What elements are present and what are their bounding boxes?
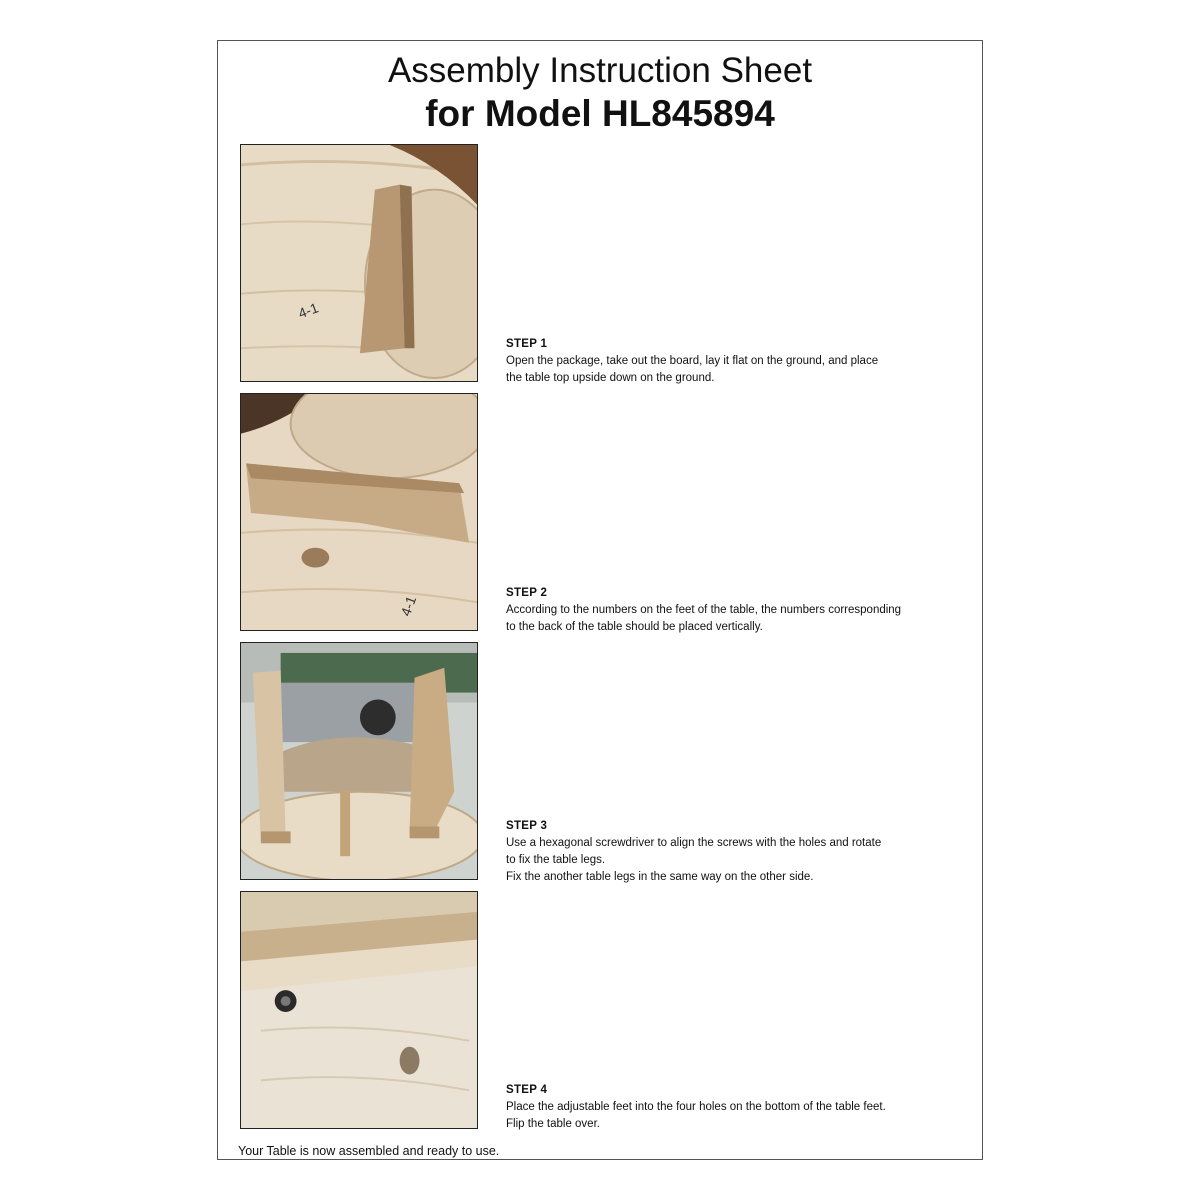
footer-note: Your Table is now assembled and ready to use. (238, 1144, 500, 1158)
step-3-line: Use a hexagonal screwdriver to align the screws with the holes and rotate (506, 837, 882, 849)
step-3-heading: STEP 3 (506, 820, 548, 832)
step-3-line: to fix the table legs. (506, 854, 606, 866)
step-4-line: Flip the table over. (506, 1118, 600, 1130)
step-3-line: Fix the another table legs in the same way on the other side. (506, 871, 814, 883)
step-1-photo-label: 4-1 (296, 299, 321, 322)
step-3-photo (240, 642, 478, 880)
step-2-line: According to the numbers on the feet of the table, the numbers corresponding (506, 604, 902, 616)
step-4-line: Place the adjustable feet into the four holes on the bottom of the table feet. (506, 1101, 886, 1113)
step-2-text (506, 585, 976, 636)
step-4-heading: STEP 4 (506, 1084, 548, 1096)
step-2-heading: STEP 2 (506, 587, 548, 599)
step-2-line: to the back of the table should be placed vertically. (506, 621, 763, 633)
step-2-photo-label: 4-1 (397, 593, 420, 619)
step-3-text (506, 818, 976, 886)
step-1-line: the table top upside down on the ground. (506, 372, 715, 384)
title-line-1: Assembly Instruction Sheet (387, 51, 813, 90)
step-1-photo (240, 144, 478, 382)
step-1-text (506, 336, 976, 387)
step-4-text (506, 1082, 976, 1133)
title-line-2: for Model HL845894 (425, 93, 775, 134)
page-title (218, 51, 982, 137)
instruction-sheet (217, 40, 983, 1160)
step-1-line: Open the package, take out the board, lay it flat on the ground, and place (506, 355, 879, 367)
step-1-heading: STEP 1 (506, 338, 548, 350)
step-2-photo (240, 393, 478, 631)
step-4-photo (240, 891, 478, 1129)
